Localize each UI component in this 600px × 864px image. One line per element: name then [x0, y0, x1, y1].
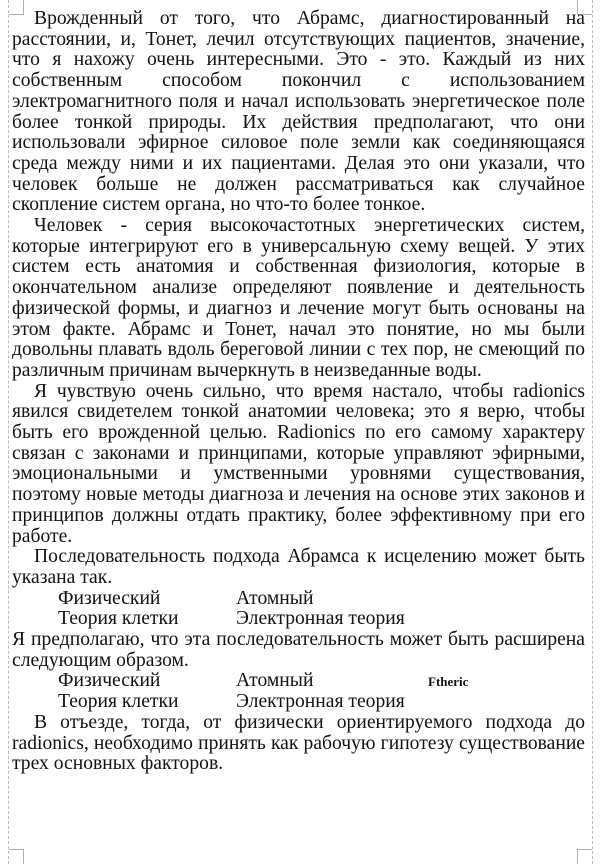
sequence-table-1	[12, 589, 585, 630]
table-cell: Теория клетки	[58, 691, 179, 713]
sequence-table-2-row	[12, 671, 585, 692]
table-cell: Электронная теория	[236, 691, 405, 713]
table-cell: Теория клетки	[58, 608, 179, 630]
table-cell: Физический	[58, 670, 161, 692]
table-cell: Физический	[58, 587, 161, 609]
document-body	[12, 9, 585, 775]
sequence-table-2	[12, 671, 585, 712]
paragraph-4: Последовательность подхода Абрамса к исцелению может быть указана так.	[12, 546, 585, 588]
crop-mark-bottom-right	[577, 849, 592, 864]
table-cell: Атомный	[236, 670, 314, 692]
paragraph-5: Я предполагаю, что эта последовательность может быть расширена следующим образом.	[12, 629, 585, 671]
paragraph-1: Врожденный от того, что Абрамс, диагностированный на расстоянии, и, Тонет, лечил отсутствующих пациентов, значение, что я нахожу очень интересными. Это - это. Каждый из них собственным способом покончил с использованием электромагнитного поля и начал использовать энергетическое поле более тонкой природы. Их действия предполагают, что они использовали эфирное силовое поле земли как соединяющаяся среда между ними и их пациентами. Делая это они указали, что человек больше не должен рассматриваться как случайное скопление систем органа, но что-то более тонкое.	[12, 8, 585, 216]
sequence-table-1-row	[12, 609, 585, 630]
paragraph-6: В отъезде, тогда, от физически ориентируемого подхода до radionics, необходимо принять как рабочую гипотезу существование трех основных факторов.	[12, 711, 585, 775]
sequence-table-1-row	[12, 589, 585, 610]
sequence-table-2-row	[12, 692, 585, 713]
table-cell: Электронная теория	[236, 608, 405, 630]
paragraph-2: Человек - серия высокочастотных энергетических систем, которые интегрируют его в универсальную схему вещей. У этих систем есть анатомия и собственная физиология, которые в окончательном анализе определяют появление и деятельность физической формы, и диагноз и лечение могут быть основаны на этом факте. Абрамс и Тонет, начал это понятие, но мы были довольны плавать вдоль береговой линии с тех пор, не смеющий по различным причинам вычеркнуть в неизведанные воды.	[12, 215, 585, 381]
table-cell: Атомный	[236, 587, 314, 609]
table-cell: Ftheric	[428, 674, 469, 690]
crop-mark-bottom-left	[9, 849, 24, 864]
paragraph-3: Я чувствую очень сильно, что время настало, чтобы radionics явился свидетелем тонкой анатомии человека; это я верю, чтобы быть его врожденной целью. Radionics по его самому характеру связан с законами и принципами, которые управляют эфирными, эмоциональными и умственными уровнями существования, поэтому новые методы диагноза и лечения на основе этих законов и принципов должны отдать практику, более эффективному при его работе.	[12, 380, 585, 547]
